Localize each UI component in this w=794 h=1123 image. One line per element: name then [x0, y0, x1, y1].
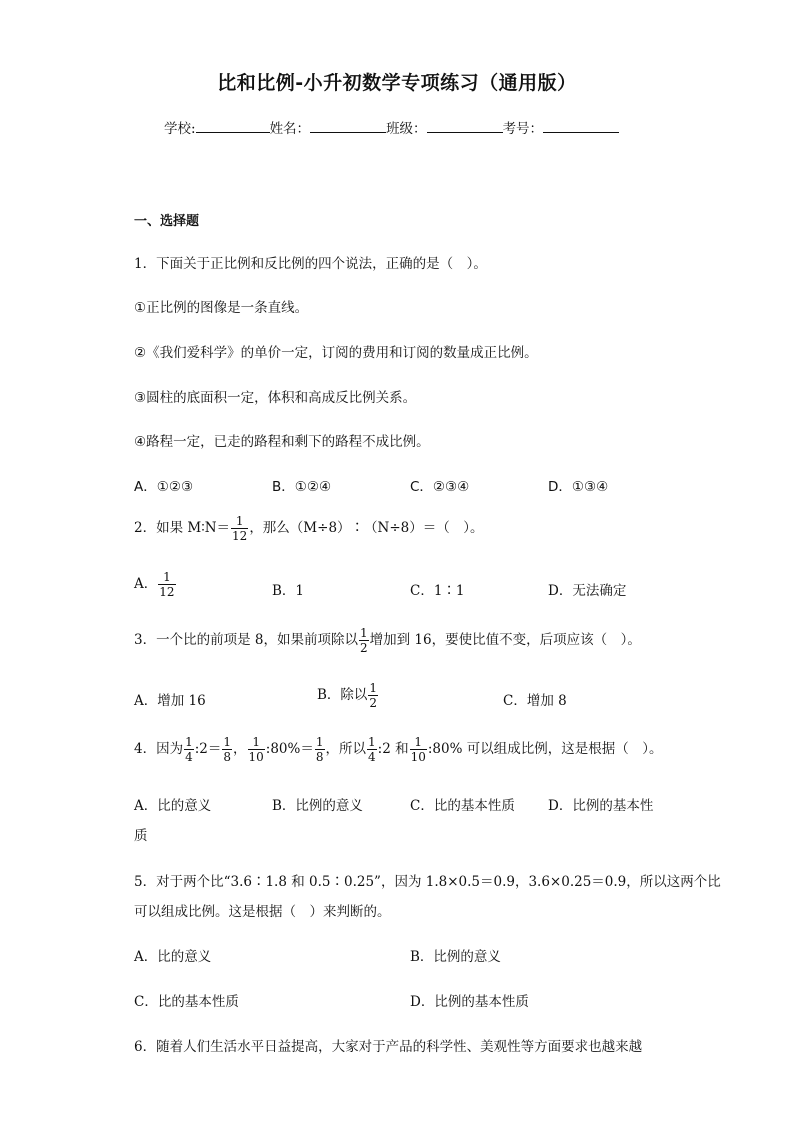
q5-stem-line-2: 可以组成比例。这是根据（ ）来判断的。: [134, 904, 391, 920]
q4-option-d[interactable]: D．比例的基本性: [548, 798, 654, 814]
q3-text-pre: 3．一个比的前项是 8，如果前项除以: [134, 632, 358, 648]
q4-f3-den: 10: [248, 750, 264, 764]
q3-fraction-den: 2: [359, 641, 368, 655]
q4-f2-den: 8: [223, 750, 232, 764]
q4-f4-num: 1: [315, 735, 324, 749]
class-blank[interactable]: [427, 118, 503, 133]
q4-fraction-2: [222, 736, 232, 763]
exam-no-blank[interactable]: [543, 118, 619, 133]
q2-option-c[interactable]: C．1∶1: [410, 583, 465, 599]
class-label: 班级：: [386, 121, 427, 137]
student-info-row: [164, 117, 619, 137]
q1-statement-3: ③圆柱的底面积一定，体积和高成反比例关系。: [134, 390, 417, 406]
q4-f4-den: 8: [315, 750, 324, 764]
q2-option-a-num: 1: [163, 570, 171, 584]
q4-option-c[interactable]: C．比的基本性质: [410, 798, 515, 814]
section-heading: 一、选择题: [134, 214, 200, 229]
q5-option-a[interactable]: A．比的意义: [134, 949, 212, 965]
q5-option-d[interactable]: D．比例的基本性质: [410, 994, 529, 1010]
q4-option-b[interactable]: B．比例的意义: [272, 798, 363, 814]
q1-option-c[interactable]: C．②③④: [410, 479, 470, 495]
q3-option-b-den: 2: [369, 696, 378, 710]
q3-option-b-fraction: [368, 682, 378, 709]
q3-fraction: [359, 627, 369, 654]
q2-option-a-den: 12: [159, 585, 175, 599]
q4-f5-num: 1: [368, 735, 376, 749]
q1-statement-2: ②《我们爱科学》的单价一定，订阅的费用和订阅的数量成正比例。: [134, 345, 538, 361]
q4-text-7: :80% 可以组成比例，这是根据（ ）。: [427, 741, 663, 757]
q4-option-d-continuation: 质: [134, 828, 148, 844]
q3-option-b-label: B．除以: [317, 687, 368, 703]
q3-option-a[interactable]: A．增加 16: [134, 693, 206, 709]
q5-option-b[interactable]: B．比例的意义: [410, 949, 501, 965]
q6-stem-line-1: 6．随着人们生活水平日益提高，大家对于产品的科学性、美观性等方面要求也越来越: [134, 1039, 643, 1055]
school-label: 学校:: [164, 121, 196, 137]
school-blank[interactable]: [196, 118, 270, 133]
exam-no-label: 考号：: [502, 121, 544, 137]
q3-fraction-num: 1: [359, 626, 368, 640]
q4-text-4: :80%＝: [265, 741, 314, 757]
name-blank[interactable]: [310, 118, 386, 133]
q4-f6-num: 1: [414, 735, 423, 749]
q2-fraction-num: 1: [235, 514, 244, 528]
q2-option-a[interactable]: [134, 571, 177, 598]
q4-fraction-6: [410, 736, 427, 763]
q2-stem: [134, 515, 484, 542]
q4-option-a[interactable]: A．比的意义: [134, 798, 212, 814]
q5-option-c[interactable]: C．比的基本性质: [134, 994, 239, 1010]
q4-fraction-5: [367, 736, 377, 763]
q4-text-6: :2 和: [377, 741, 409, 757]
q2-option-a-label: A．: [134, 576, 158, 592]
q3-option-b[interactable]: [317, 682, 379, 709]
q4-fraction-4: [315, 736, 325, 763]
name-label: 姓名：: [269, 121, 311, 137]
q4-text-1: 4．因为: [134, 741, 184, 757]
q4-text-3: ，: [233, 741, 247, 757]
q2-text-post: ，那么（M÷8）∶（N÷8）＝（ ）。: [249, 520, 484, 536]
q1-stem: 1．下面关于正比例和反比例的四个说法，正确的是（ ）。: [134, 256, 487, 272]
q3-stem: [134, 627, 641, 654]
q4-f1-num: 1: [185, 735, 193, 749]
q3-text-post: 增加到 16，要使比值不变，后项应该（ ）。: [369, 632, 641, 648]
q4-f1-den: 4: [185, 750, 193, 764]
q4-f5-den: 4: [368, 750, 376, 764]
q4-f6-den: 10: [410, 750, 426, 764]
q4-fraction-1: [184, 736, 194, 763]
q3-option-b-num: 1: [369, 681, 378, 695]
q2-option-a-fraction: [158, 571, 175, 598]
q4-f2-num: 1: [223, 735, 232, 749]
q4-text-5: ，所以: [325, 741, 366, 757]
q4-stem: [134, 736, 662, 763]
q5-stem-line-1: 5．对于两个比“3.6∶1.8 和 0.5∶0.25”，因为 1.8×0.5＝0.9，3.6×0.25＝0.9，所以这两个比: [134, 874, 721, 890]
page-title: 比和比例-小升初数学专项练习（通用版）: [217, 72, 577, 94]
q4-f3-num: 1: [252, 735, 260, 749]
q1-option-a[interactable]: A．①②③: [134, 479, 194, 495]
q2-fraction-den: 12: [232, 529, 248, 543]
q1-statement-1: ①正比例的图像是一条直线。: [134, 300, 309, 316]
q1-option-d[interactable]: D．①③④: [548, 479, 609, 495]
q4-text-2: :2＝: [194, 741, 222, 757]
q2-option-b[interactable]: B．1: [272, 583, 305, 599]
q4-fraction-3: [248, 736, 265, 763]
q2-option-d[interactable]: D．无法确定: [548, 583, 627, 599]
q1-option-b[interactable]: B．①②④: [272, 479, 332, 495]
q2-fraction: [231, 515, 248, 542]
q2-text-pre: 2．如果 M∶N＝: [134, 520, 231, 536]
q1-statement-4: ④路程一定，已走的路程和剩下的路程不成比例。: [134, 434, 430, 450]
q3-option-c[interactable]: C．增加 8: [503, 693, 567, 709]
